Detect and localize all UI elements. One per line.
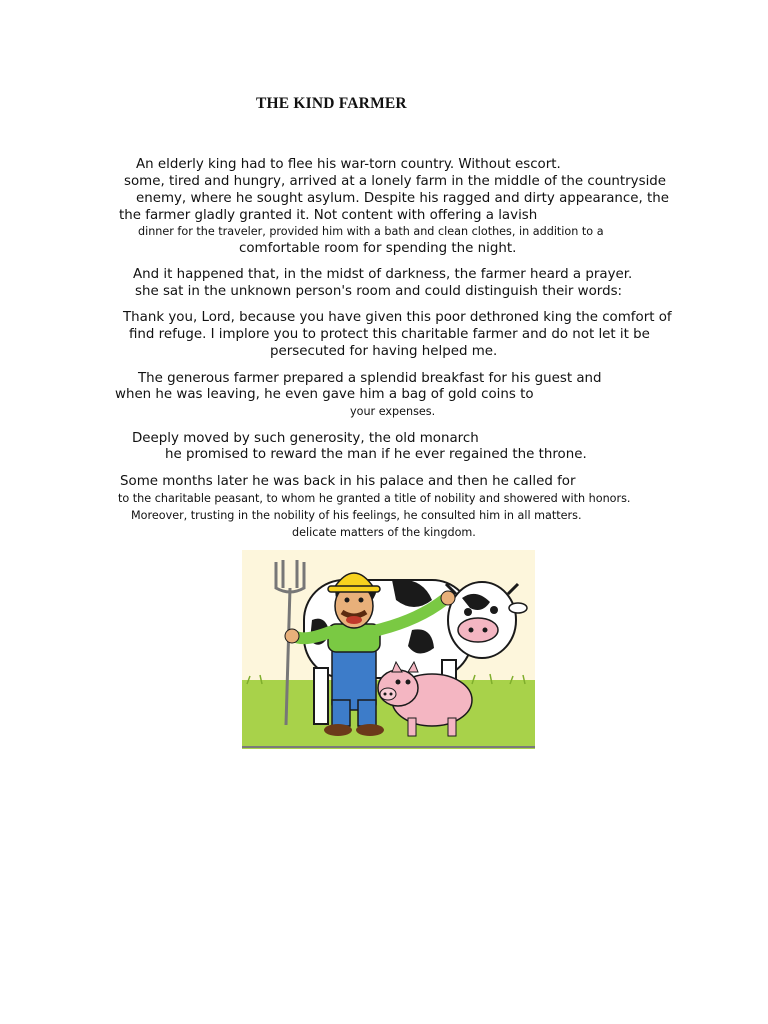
text-line: to the charitable peasant, to whom he granted a title of nobility and showered with honors. (118, 492, 631, 505)
text-line: comfortable room for spending the night. (239, 241, 517, 256)
text-line: your expenses. (350, 405, 436, 418)
text-line: delicate matters of the kingdom. (292, 526, 476, 539)
text-line: some, tired and hungry, arrived at a lonely farm in the middle of the countryside (124, 174, 667, 189)
text-line: when he was leaving, he even gave him a bag of gold coins to (115, 387, 534, 402)
text-line: An elderly king had to flee his war-torn country. Without escort. (136, 157, 561, 172)
text-line: dinner for the traveler, provided him with a bath and clean clothes, in addition to a (138, 225, 604, 238)
text-line: the farmer gladly granted it. Not content with offering a lavish (119, 208, 538, 223)
text-line: find refuge. I implore you to protect this charitable farmer and do not let it be (129, 327, 650, 342)
text-line: The generous farmer prepared a splendid breakfast for his guest and (138, 371, 602, 386)
text-line: Thank you, Lord, because you have given this poor dethroned king the comfort of (123, 310, 672, 325)
text-line: he promised to reward the man if he ever regained the throne. (165, 447, 587, 462)
farm-illustration (242, 550, 535, 749)
text-line: persecuted for having helped me. (270, 344, 498, 359)
text-line: Deeply moved by such generosity, the old monarch (132, 431, 479, 446)
page-title: THE KIND FARMER (256, 95, 407, 112)
text-line: Some months later he was back in his palace and then he called for (120, 474, 576, 489)
text-line: And it happened that, in the midst of darkness, the farmer heard a prayer. (133, 267, 633, 282)
text-line: Moreover, trusting in the nobility of his feelings, he consulted him in all matters. (131, 509, 582, 522)
text-line: enemy, where he sought asylum. Despite his ragged and dirty appearance, the (136, 191, 670, 206)
text-line: she sat in the unknown person's room and could distinguish their words: (135, 284, 623, 299)
